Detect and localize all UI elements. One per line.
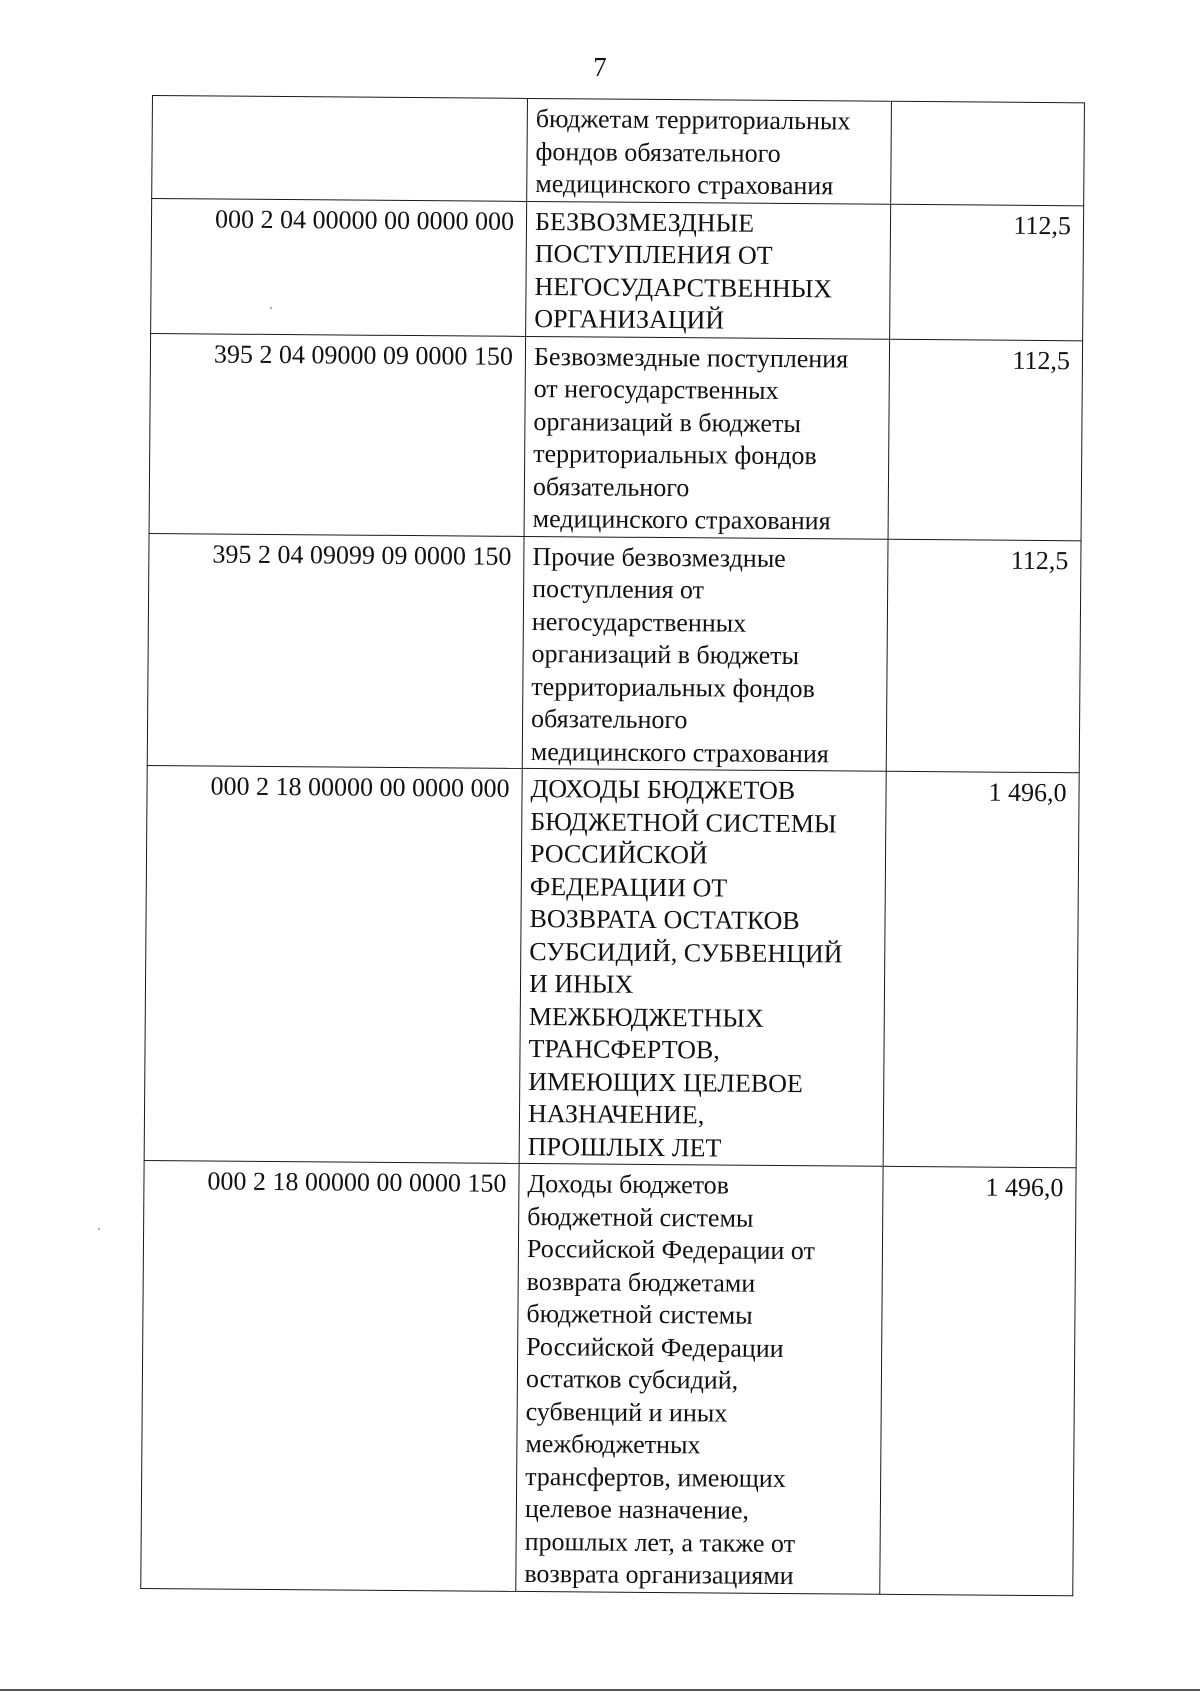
revenue-name-cell: Прочие безвозмездные поступления от негосударственных организаций в бюджеты территориальных фондов обязательного медицинского страхования: [522, 536, 888, 771]
page-bottom-edge: [0, 1689, 1200, 1691]
amount-cell: 112,5: [888, 339, 1083, 541]
amount-cell: 112,5: [890, 204, 1084, 341]
revenue-name-cell: Доходы бюджетов бюджетной системы Российской Федерации от возврата бюджетами бюджетной системы Российской Федерации остатков субсидий, субвенций и иных межбюджетных трансфертов, имеющих целевое назначение, прошлых лет, а также от возврата организациями: [516, 1163, 883, 1593]
budget-code-cell: 000 2 18 00000 00 0000 150: [141, 1160, 519, 1590]
revenue-name-cell: бюджетам территориальных фондов обязательного медицинского страхования: [527, 98, 892, 203]
table-row: [147, 533, 1081, 773]
table-row: [152, 96, 1085, 206]
budget-code-cell: 000 2 18 00000 00 0000 000: [144, 765, 522, 1163]
page-number: 7: [593, 52, 607, 82]
revenue-name-cell: Безвозмездные поступления от негосударственных организаций в бюджеты территориальных фондов обязательного медицинского страхования: [524, 336, 890, 539]
table-row: [144, 765, 1079, 1167]
table-row: [149, 333, 1083, 540]
scan-speck: [98, 1228, 100, 1230]
budget-revenue-table: [140, 95, 1085, 1596]
budget-code-cell: 395 2 04 09000 09 0000 150: [149, 333, 526, 536]
revenue-name-cell: БЕЗВОЗМЕЗДНЫЕ ПОСТУПЛЕНИЯ ОТ НЕГОСУДАРСТВЕННЫХ ОРГАНИЗАЦИЙ: [526, 201, 891, 339]
budget-code-cell: [152, 96, 528, 201]
scan-speck: [270, 307, 272, 309]
budget-code-cell: 395 2 04 09099 09 0000 150: [147, 533, 524, 768]
amount-cell: 1 496,0: [883, 771, 1079, 1168]
amount-cell: [891, 101, 1085, 205]
amount-cell: 1 496,0: [880, 1166, 1076, 1595]
revenue-name-cell: ДОХОДЫ БЮДЖЕТОВ БЮДЖЕТНОЙ СИСТЕМЫ РОССИЙСКОЙ ФЕДЕРАЦИИ ОТ ВОЗВРАТА ОСТАТКОВ СУБСИДИЙ, СУБВЕНЦИЙ И ИНЫХ МЕЖБЮДЖЕТНЫХ ТРАНСФЕРТОВ, ИМЕЮЩИХ ЦЕЛЕВОЕ НАЗНАЧЕНИЕ, ПРОШЛЫХ ЛЕТ: [519, 768, 886, 1166]
budget-code-cell: 000 2 04 00000 00 0000 000: [151, 198, 527, 336]
table-row: [151, 198, 1084, 340]
table-row: [141, 1160, 1076, 1595]
amount-cell: 112,5: [886, 539, 1081, 773]
